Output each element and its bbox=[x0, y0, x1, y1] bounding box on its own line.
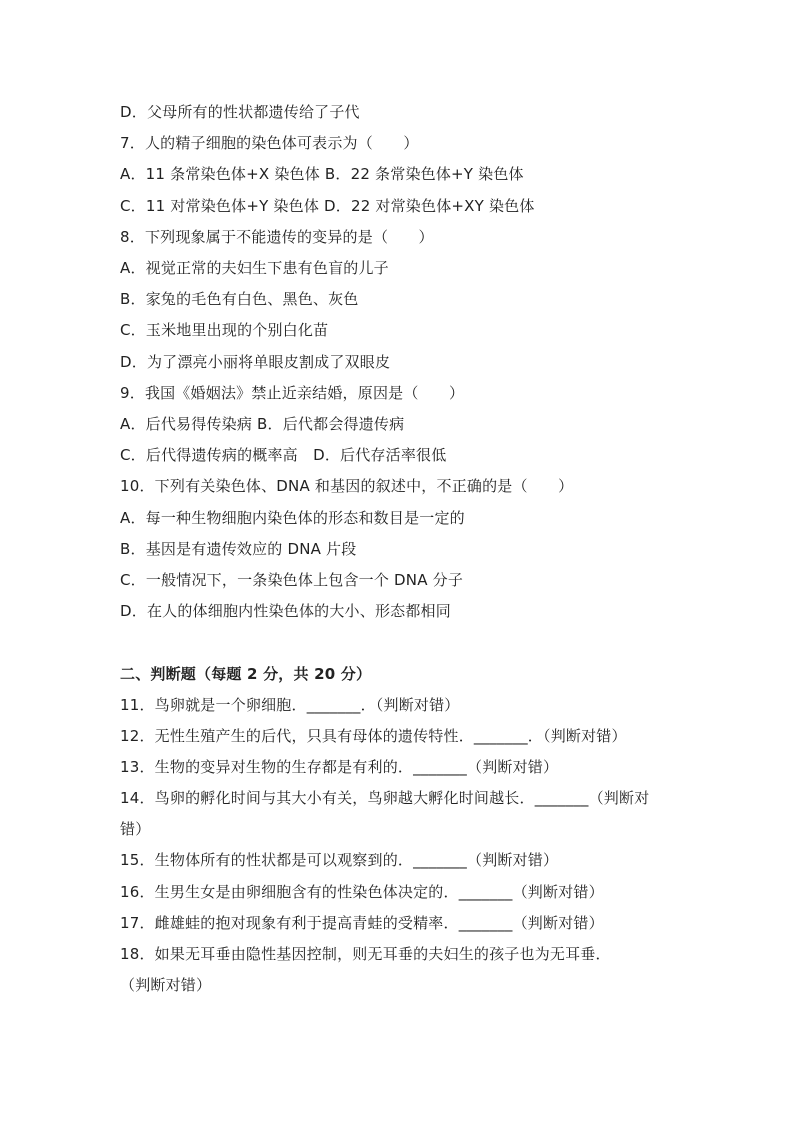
options-7cd: C．11 对常染色体+Y 染色体 D．22 对常染色体+XY 染色体 bbox=[120, 197, 535, 215]
question-7: 7．人的精子细胞的染色体可表示为（ ） bbox=[120, 134, 419, 152]
option-10c: C．一般情况下，一条染色体上包含一个 DNA 分子 bbox=[120, 571, 464, 589]
options-9ab: A．后代易得传染病 B．后代都会得遗传病 bbox=[120, 415, 405, 433]
option-10b: B．基因是有遗传效应的 DNA 片段 bbox=[120, 540, 357, 558]
option-8a: A．视觉正常的夫妇生下患有色盲的儿子 bbox=[120, 259, 389, 277]
section-title-judgment: 二、判断题（每题 2 分，共 20 分） bbox=[120, 665, 372, 683]
question-11: 11．鸟卵就是一个卵细胞．_______．（判断对错） bbox=[120, 696, 460, 714]
question-12: 12．无性生殖产生的后代，只具有母体的遗传特性．_______．（判断对错） bbox=[120, 727, 627, 745]
question-10: 10．下列有关染色体、DNA 和基因的叙述中，不正确的是（ ） bbox=[120, 477, 574, 495]
question-9: 9．我国《婚姻法》禁止近亲结婚，原因是（ ） bbox=[120, 384, 465, 402]
question-15: 15．生物体所有的性状都是可以观察到的．_______（判断对错） bbox=[120, 851, 559, 869]
question-14: 14．鸟卵的孵化时间与其大小有关，鸟卵越大孵化时间越长．_______（判断对 bbox=[120, 789, 650, 807]
question-13: 13．生物的变异对生物的生存都是有利的．_______（判断对错） bbox=[120, 758, 559, 776]
options-7ab: A．11 条常染色体+X 染色体 B．22 条常染色体+Y 染色体 bbox=[120, 165, 524, 183]
question-14-cont: 错） bbox=[120, 820, 151, 838]
option-8c: C．玉米地里出现的个别白化苗 bbox=[120, 321, 329, 339]
question-8: 8．下列现象属于不能遗传的变异的是（ ） bbox=[120, 228, 434, 246]
option-8b: B．家兔的毛色有白色、黑色、灰色 bbox=[120, 290, 359, 308]
options-9cd: C．后代得遗传病的概率高 D．后代存活率很低 bbox=[120, 446, 447, 464]
question-18: 18．如果无耳垂由隐性基因控制，则无耳垂的夫妇生的孩子也为无耳垂． bbox=[120, 945, 611, 963]
question-18-cont: （判断对错） bbox=[120, 976, 212, 994]
option-6d: D．父母所有的性状都遗传给了子代 bbox=[120, 103, 360, 121]
question-16: 16．生男生女是由卵细胞含有的性染色体决定的．_______（判断对错） bbox=[120, 883, 604, 901]
option-8d: D．为了漂亮小丽将单眼皮割成了双眼皮 bbox=[120, 353, 391, 371]
question-17: 17．雌雄蛙的抱对现象有利于提高青蛙的受精率．_______（判断对错） bbox=[120, 914, 604, 932]
option-10d: D．在人的体细胞内性染色体的大小、形态都相同 bbox=[120, 602, 451, 620]
option-10a: A．每一种生物细胞内染色体的形态和数目是一定的 bbox=[120, 509, 465, 527]
